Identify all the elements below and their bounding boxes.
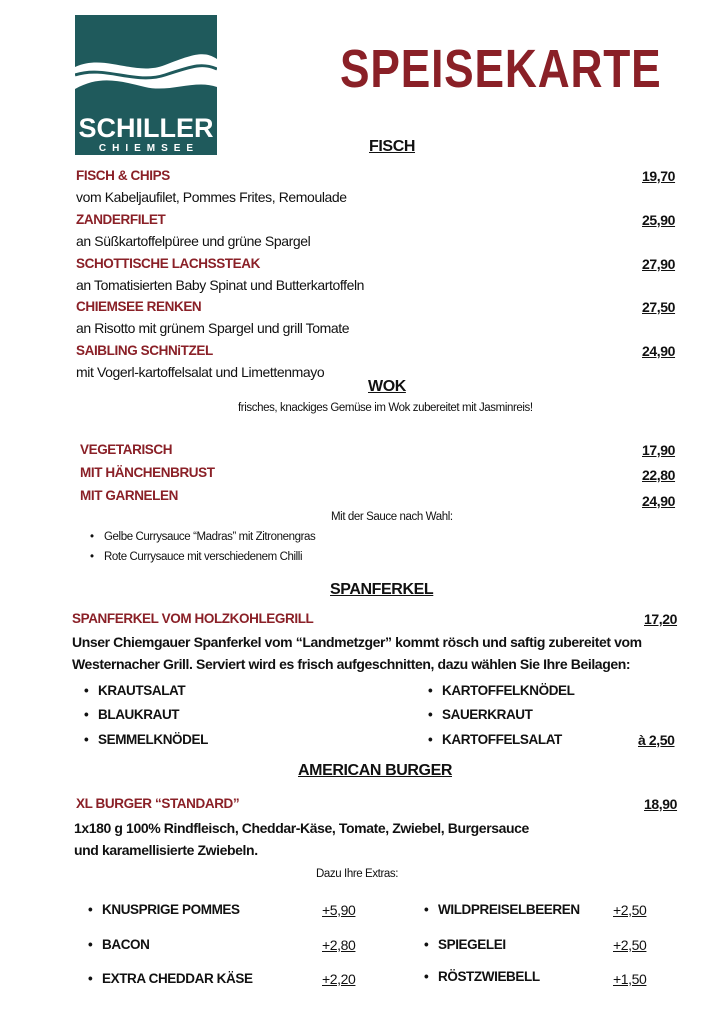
- menu-item-price: 17,20: [644, 611, 678, 627]
- side-dish: KARTOFFELSALAT: [442, 732, 562, 747]
- menu-item-description: vom Kabeljaufilet, Pommes Frites, Remoulade: [76, 189, 347, 205]
- logo-name: SCHILLER: [78, 113, 214, 143]
- menu-item-name: XL BURGER “STANDARD”: [76, 796, 240, 811]
- menu-item-name: MIT GARNELEN: [80, 488, 178, 503]
- side-dish: KARTOFFELKNÖDEL: [442, 683, 575, 698]
- extra-name: EXTRA CHEDDAR KÄSE: [102, 971, 253, 986]
- menu-item-price: 24,90: [642, 493, 676, 509]
- menu-item-description: 1x180 g 100% Rindfleisch, Cheddar-Käse, Tomate, Zwiebel, Burgersauce: [74, 820, 529, 836]
- menu-item-price: 17,90: [642, 442, 676, 458]
- list-item: [428, 683, 575, 698]
- wok-intro: frisches, knackiges Gemüse im Wok zubereitet mit Jasminreis!: [238, 402, 533, 414]
- menu-item-description: an Tomatisierten Baby Spinat und Butterkartoffeln: [76, 277, 365, 293]
- extra-price: +2,50: [613, 937, 647, 953]
- menu-item-price: 18,90: [644, 796, 678, 812]
- side-dish: KRAUTSALAT: [98, 683, 186, 698]
- menu-item-name: SCHOTTISCHE LACHSSTEAK: [76, 256, 260, 271]
- logo-subtitle: CHIEMSEE: [98, 143, 200, 154]
- list-item: [88, 937, 150, 952]
- logo: [75, 15, 217, 155]
- menu-item-description: an Risotto mit grünem Spargel und grill Tomate: [76, 320, 350, 336]
- menu-item-description: und karamellisierte Zwiebeln.: [74, 842, 258, 858]
- extra-name: WILDPREISELBEEREN: [438, 902, 580, 917]
- list-item: [90, 551, 302, 563]
- section-heading-fisch: FISCH: [369, 138, 416, 155]
- menu-item-name: ZANDERFILET: [76, 212, 166, 227]
- menu-item-name: FISCH & CHIPS: [76, 168, 170, 183]
- sauce-label: Mit der Sauce nach Wahl:: [331, 511, 453, 523]
- extra-name: BACON: [102, 937, 150, 952]
- list-item: [428, 732, 562, 747]
- side-price: à 2,50: [638, 732, 675, 748]
- menu-item-description: Westernacher Grill. Serviert wird es frisch aufgeschnitten, dazu wählen Sie Ihre Beilagen:: [72, 656, 631, 672]
- side-dish: SAUERKRAUT: [442, 707, 533, 722]
- menu-item-name: SPANFERKEL VOM HOLZKOHLEGRILL: [72, 611, 314, 626]
- list-item: [90, 531, 315, 543]
- sauce-option: Rote Currysauce mit verschiedenem Chilli: [104, 551, 303, 563]
- extra-price: +2,50: [613, 902, 647, 918]
- extra-name: SPIEGELEI: [438, 937, 506, 952]
- extra-price: +5,90: [322, 902, 356, 918]
- extra-price: +2,80: [322, 937, 356, 953]
- menu-item-price: 24,90: [642, 343, 676, 359]
- list-item: [88, 902, 240, 917]
- menu-item-name: SAIBLING SCHNiTZEL: [76, 343, 213, 358]
- section-heading-wok: WOK: [368, 378, 406, 395]
- list-item: [424, 937, 506, 952]
- extra-price: +1,50: [613, 971, 647, 987]
- menu-item-price: 22,80: [642, 467, 676, 483]
- extra-name: RÖSTZWIEBELL: [438, 969, 540, 984]
- extras-label: Dazu Ihre Extras:: [316, 868, 399, 880]
- extra-price: +2,20: [322, 971, 356, 987]
- page-title: SPEISEKARTE: [340, 39, 662, 99]
- menu-item-description: an Süßkartoffelpüree und grüne Spargel: [76, 233, 311, 249]
- side-dish: SEMMELKNÖDEL: [98, 732, 208, 747]
- list-item: [84, 707, 179, 722]
- menu-item-price: 27,90: [642, 256, 676, 272]
- list-item: [424, 969, 540, 984]
- side-dish: BLAUKRAUT: [98, 707, 180, 722]
- section-heading-spanferkel: SPANFERKEL: [330, 581, 434, 598]
- section-heading-burger: AMERICAN BURGER: [298, 762, 453, 779]
- menu-item-price: 19,70: [642, 168, 676, 184]
- list-item: [84, 732, 208, 747]
- menu-item-name: MIT HÄNCHENBRUST: [80, 465, 215, 480]
- list-item: [88, 971, 253, 986]
- list-item: [424, 902, 580, 917]
- menu-item-price: 27,50: [642, 299, 676, 315]
- menu-item-price: 25,90: [642, 212, 676, 228]
- menu-item-description: mit Vogerl-kartoffelsalat und Limettenmayo: [76, 364, 325, 380]
- list-item: [84, 683, 185, 698]
- extra-name: KNUSPRIGE POMMES: [102, 902, 240, 917]
- menu-item-name: CHIEMSEE RENKEN: [76, 299, 202, 314]
- menu-item-description: Unser Chiemgauer Spanferkel vom “Landmetzger” kommt rösch und saftig zubereitet vom: [72, 634, 642, 650]
- sauce-option: Gelbe Currysauce “Madras” mit Zitronengras: [104, 531, 316, 543]
- menu-item-name: VEGETARISCH: [80, 442, 173, 457]
- list-item: [428, 707, 533, 722]
